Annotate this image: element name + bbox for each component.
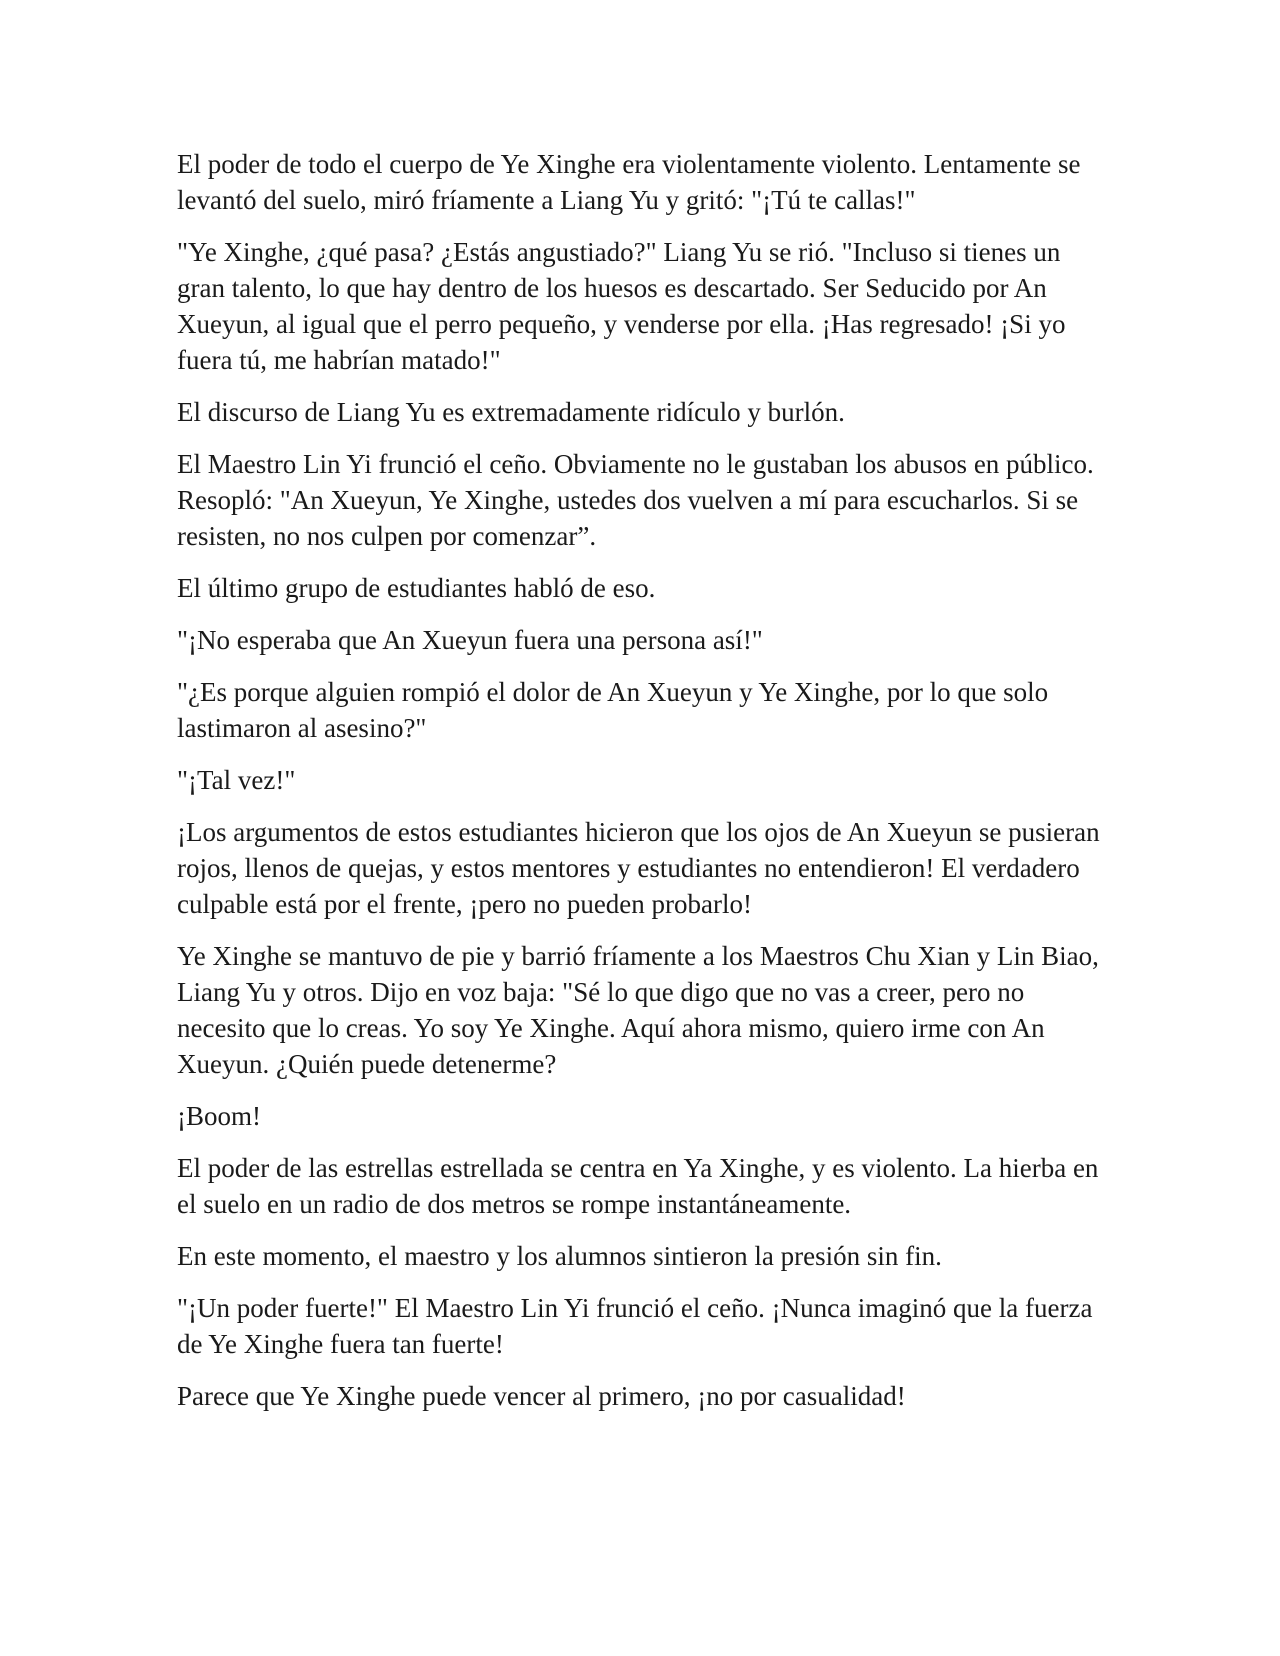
paragraph-8: "¡Tal vez!" — [177, 765, 296, 795]
document-page — [177, 146, 1107, 1430]
paragraph-13: En este momento, el maestro y los alumnos sintieron la presión sin fin. — [177, 1241, 942, 1271]
paragraph-12: El poder de las estrellas estrellada se centra en Ya Xinghe, y es violento. La hierba en el suelo en un radio de dos metros se rompe instantáneamente. — [177, 1153, 1099, 1219]
paragraph-2: "Ye Xinghe, ¿qué pasa? ¿Estás angustiado?" Liang Yu se rió. "Incluso si tienes un gran talento, lo que hay dentro de los huesos es descartado. Ser Seducido por An Xueyun, al igual que el perro pequeño, y venderse por ella. ¡Has regresado! ¡Si yo fuera tú, me habrían matado!" — [177, 237, 1066, 375]
paragraph-3: El discurso de Liang Yu es extremadamente ridículo y burlón. — [177, 397, 845, 427]
paragraph-9: ¡Los argumentos de estos estudiantes hicieron que los ojos de An Xueyun se pusieran rojos, llenos de quejas, y estos mentores y estudiantes no entendieron! El verdadero culpable está por el frente, ¡pero no pueden probarlo! — [177, 817, 1100, 919]
paragraph-6: "¡No esperaba que An Xueyun fuera una persona así!" — [177, 625, 763, 655]
paragraph-5: El último grupo de estudiantes habló de eso. — [177, 573, 656, 603]
paragraph-4: El Maestro Lin Yi frunció el ceño. Obviamente no le gustaban los abusos en público. Resopló: "An Xueyun, Ye Xinghe, ustedes dos vuelven a mí para escucharlos. Si se resisten, no nos culpen por comenzar”. — [177, 449, 1094, 551]
paragraph-1: El poder de todo el cuerpo de Ye Xinghe era violentamente violento. Lentamente se levantó del suelo, miró fríamente a Liang Yu y gritó: "¡Tú te callas!" — [177, 149, 1081, 215]
paragraph-14: "¡Un poder fuerte!" El Maestro Lin Yi frunció el ceño. ¡Nunca imaginó que la fuerza de Ye Xinghe fuera tan fuerte! — [177, 1293, 1093, 1359]
paragraph-15: Parece que Ye Xinghe puede vencer al primero, ¡no por casualidad! — [177, 1381, 906, 1411]
paragraph-11: ¡Boom! — [177, 1101, 261, 1131]
paragraph-7: "¿Es porque alguien rompió el dolor de An Xueyun y Ye Xinghe, por lo que solo lastimaron al asesino?" — [177, 677, 1049, 743]
paragraph-10: Ye Xinghe se mantuvo de pie y barrió fríamente a los Maestros Chu Xian y Lin Biao, Liang Yu y otros. Dijo en voz baja: "Sé lo que digo que no vas a creer, pero no necesito que lo creas. Yo soy Ye Xinghe. Aquí ahora mismo, quiero irme con An Xueyun. ¿Quién puede detenerme? — [177, 941, 1099, 1079]
